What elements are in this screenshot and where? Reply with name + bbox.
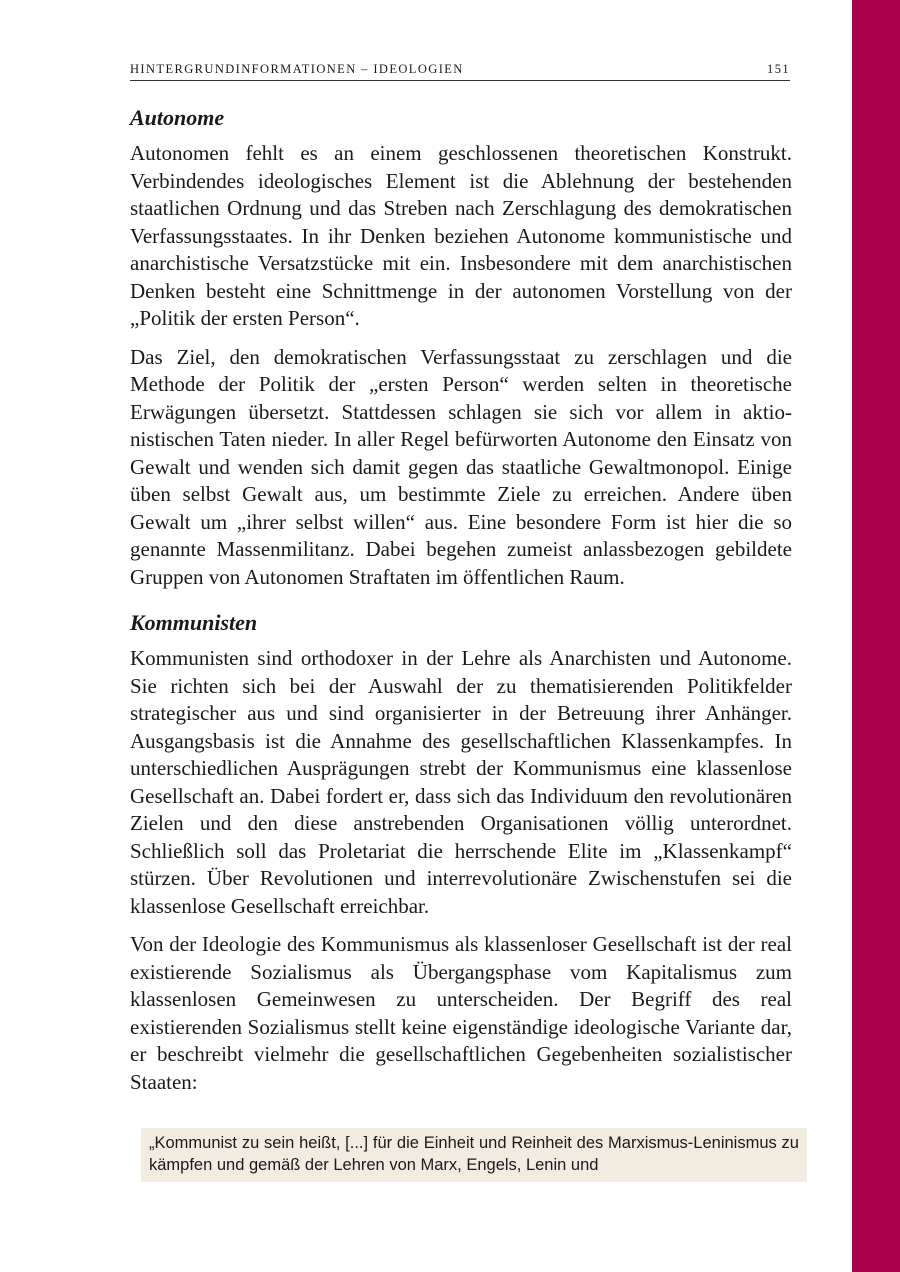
running-header (130, 62, 790, 81)
paragraph: Autonomen fehlt es an einem geschlossenen theoretischen Konstrukt. Verbindendes ideologisches Element ist die Ablehnung der bestehenden staatlichen Ordnung und das Streben nach Zerschlagung des demokratischen Verfassungsstaates. In ihr Denken beziehen Autonome kommunistische und anarchistische Versatzstücke mit ein. Insbesondere mit dem anarchistischen Denken besteht eine Schnittmenge in der autonomen Vorstellung von der „Politik der ersten Person“. (130, 141, 792, 330)
page-body (130, 100, 792, 1107)
page-number: 151 (767, 62, 790, 76)
running-title: HINTERGRUNDINFORMATIONEN – IDEOLOGIEN (130, 62, 464, 76)
section-heading-autonome: Autonome (130, 105, 225, 130)
paragraph: Kommunisten sind orthodoxer in der Lehre als Anarchisten und Autonome. Sie richten sich bei der Auswahl der zu thematisierenden Politikfelder strategischer aus und sind organisierter in der Betreuung ihrer Anhänger. Ausgangsbasis ist die Annahme des gesellschaftlichen Klassenkampfes. In unterschiedlichen Ausprägungen strebt der Kommunismus eine klassenlose Gesellschaft an. Dabei fordert er, dass sich das Individuum den revolutionären Zielen und den diese anstrebenden Organisationen völlig unterordnet. Schließlich soll das Proletariat die herrschende Elite im „Klassenkampf“ stürzen. Über Revolutionen und interrevolutionäre Zwischenstufen sei die klassenlose Gesellschaft erreichbar. (130, 646, 792, 918)
quote-box: „Kommunist zu sein heißt, [...] für die Einheit und Reinheit des Marxismus-Leninismus zu kämpfen und gemäß der Lehren von Marx, Engels, Lenin und (141, 1128, 807, 1182)
paragraph: Das Ziel, den demokratischen Verfassungsstaat zu zerschlagen und die Methode der Politik der „ersten Person“ werden selten in theoretische Erwägungen übersetzt. Stattdessen schlagen sie sich vor allem in aktionistischen Taten nieder. In aller Regel befürworten Autonome den Einsatz von Gewalt und wenden sich damit gegen das staatliche Gewaltmonopol. Einige üben selbst Gewalt aus, um bestimmte Ziele zu erreichen. Andere üben Gewalt um „ihrer selbst willen“ aus. Eine besondere Form ist hier die so genannte Massenmilitanz. Dabei begehen zumeist anlassbezogen gebildete Gruppen von Autonomen Straftaten im öffentlichen Raum. (130, 344, 792, 589)
chapter-edge-marker (852, 0, 900, 1272)
section-heading-kommunisten: Kommunisten (130, 610, 258, 635)
paragraph: Von der Ideologie des Kommunismus als klassenloser Gesellschaft ist der real existierende Sozialismus als Übergangsphase vom Kapitalismus zum klassenlosen Gemeinwesen zu unterscheiden. Der Begriff des real existierenden Sozialismus stellt keine eigenständige ideologische Variante dar, er beschreibt vielmehr die gesellschaftlichen Gegebenheiten sozialistischer Staaten: (130, 932, 792, 1094)
